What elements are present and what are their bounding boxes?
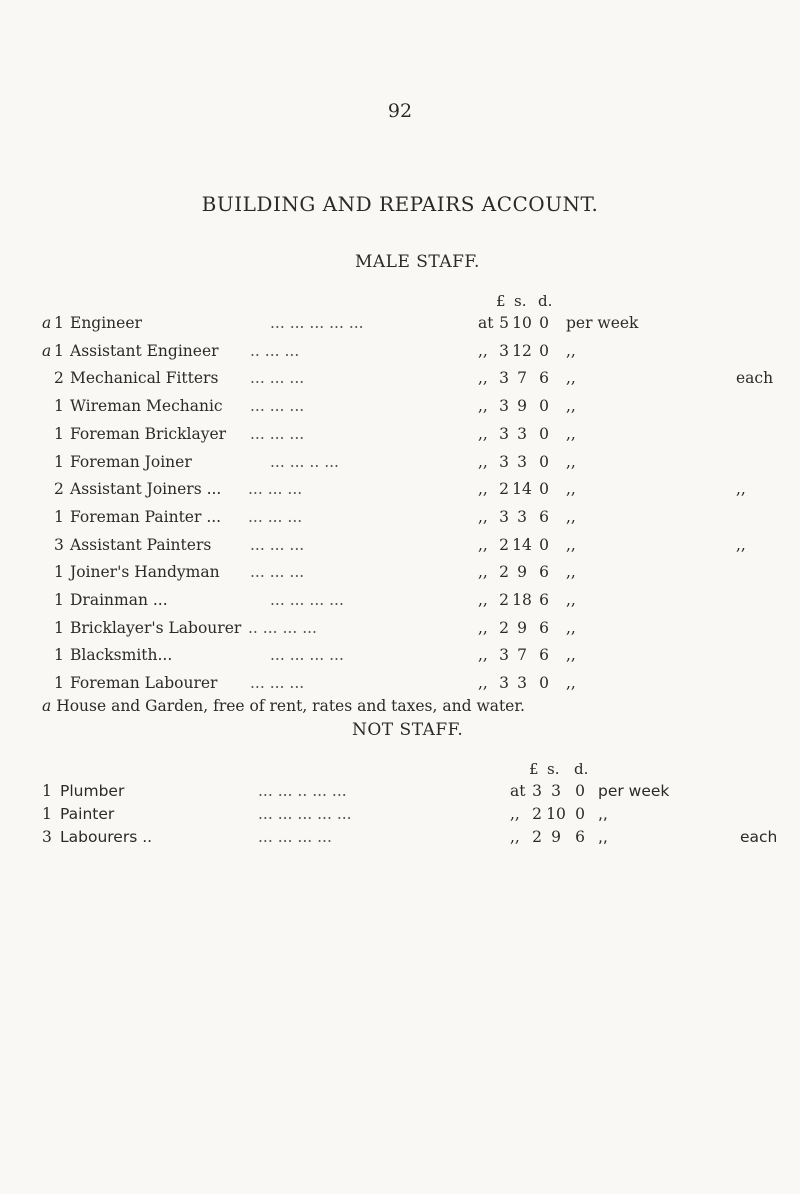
row-pence: 0 bbox=[539, 452, 549, 471]
row-dots: ... ... .. ... bbox=[270, 452, 339, 471]
row-count: 1 bbox=[54, 314, 64, 332]
row-name: Foreman Labourer bbox=[70, 674, 218, 693]
row-rate: ,, bbox=[478, 452, 488, 471]
row-count: 2 bbox=[54, 369, 64, 388]
row-pence: 0 bbox=[539, 535, 549, 554]
footnote bbox=[42, 697, 525, 715]
table-row bbox=[0, 508, 800, 530]
row-shillings: 3 bbox=[517, 452, 527, 471]
table-row bbox=[0, 646, 800, 668]
row-name: Assistant Joiners ... bbox=[70, 480, 222, 499]
row-pence: 0 bbox=[539, 341, 549, 360]
table-row bbox=[0, 591, 800, 613]
row-rate: ,, bbox=[478, 646, 488, 665]
ns-pence-column-header: d. bbox=[574, 760, 589, 778]
row-count: 1 bbox=[54, 563, 64, 582]
pounds-column-header: £ bbox=[496, 292, 506, 310]
row-count: 1 bbox=[54, 674, 64, 693]
row-shillings: 9 bbox=[551, 828, 561, 846]
table-row bbox=[0, 536, 800, 558]
row-shillings: 14 bbox=[512, 535, 532, 554]
row-shillings: 10 bbox=[546, 805, 566, 823]
row-rate: ,, bbox=[478, 369, 488, 388]
row-dots: ... ... ... ... bbox=[270, 646, 344, 665]
row-each: each bbox=[736, 369, 774, 388]
row-rate: ,, bbox=[478, 480, 488, 499]
row-shillings: 18 bbox=[512, 591, 532, 609]
table-row bbox=[0, 674, 800, 696]
row-shillings: 12 bbox=[512, 341, 532, 360]
row-count: 1 bbox=[54, 618, 64, 637]
row-dots: ... ... ... bbox=[250, 424, 305, 443]
row-shillings: 7 bbox=[517, 369, 527, 388]
row-count: 1 bbox=[54, 397, 64, 416]
shillings-column-header: s. bbox=[514, 292, 527, 310]
row-pounds: 3 bbox=[499, 507, 509, 526]
table-row bbox=[0, 453, 800, 475]
table-row bbox=[0, 369, 800, 391]
row-pounds: 2 bbox=[499, 535, 509, 554]
row-pence: 6 bbox=[539, 563, 549, 582]
row-dots: .. ... ... ... bbox=[248, 618, 317, 637]
row-rate: ,, bbox=[478, 397, 488, 416]
row-pence: 0 bbox=[539, 314, 549, 332]
row-name: Wireman Mechanic bbox=[70, 397, 223, 416]
table-row bbox=[0, 480, 800, 502]
male-staff-heading: MALE STAFF. bbox=[355, 252, 480, 272]
table-row bbox=[0, 397, 800, 419]
table-row bbox=[0, 782, 800, 804]
row-rate: ,, bbox=[478, 618, 488, 637]
row-dots: ... ... ... bbox=[250, 563, 305, 582]
row-count: 2 bbox=[54, 480, 64, 499]
row-pounds: 2 bbox=[532, 828, 542, 846]
row-each: ,, bbox=[736, 535, 746, 554]
table-row bbox=[0, 314, 800, 336]
row-pence: 0 bbox=[575, 805, 585, 823]
row-name: Drainman ... bbox=[70, 591, 168, 609]
row-dots: ... ... ... bbox=[250, 397, 305, 416]
row-period: per week bbox=[566, 314, 639, 332]
footnote-text: House and Garden, free of rent, rates and taxes, and water. bbox=[56, 697, 525, 715]
row-rate: ,, bbox=[478, 535, 488, 554]
row-pounds: 3 bbox=[499, 369, 509, 388]
row-pounds: 2 bbox=[499, 591, 509, 609]
row-rate: ,, bbox=[510, 805, 520, 823]
row-name: Engineer bbox=[70, 314, 142, 332]
row-pence: 0 bbox=[539, 480, 549, 499]
row-name: Assistant Engineer bbox=[70, 341, 219, 360]
row-name: Plumber bbox=[60, 782, 125, 800]
row-name: Foreman Bricklayer bbox=[70, 424, 227, 443]
row-period: ,, bbox=[598, 805, 608, 823]
row-count: 1 bbox=[42, 782, 52, 800]
row-count: 1 bbox=[54, 507, 64, 526]
row-dots: .. ... ... bbox=[250, 341, 300, 360]
row-rate: ,, bbox=[478, 424, 488, 443]
row-pounds: 2 bbox=[499, 618, 509, 637]
row-dots: ... ... ... bbox=[250, 674, 305, 693]
row-rate: ,, bbox=[478, 563, 488, 582]
row-count: 3 bbox=[54, 535, 64, 554]
row-period: ,, bbox=[566, 480, 576, 499]
row-period: ,, bbox=[566, 563, 576, 582]
row-pounds: 3 bbox=[499, 452, 509, 471]
row-each: ,, bbox=[736, 480, 746, 499]
row-shillings: 10 bbox=[512, 314, 532, 332]
row-rate: at bbox=[510, 782, 526, 800]
row-period: ,, bbox=[566, 424, 576, 443]
table-row bbox=[0, 828, 800, 850]
row-pence: 0 bbox=[539, 674, 549, 693]
row-rate: ,, bbox=[478, 507, 488, 526]
table-row bbox=[0, 563, 800, 585]
row-shillings: 3 bbox=[551, 782, 561, 800]
row-count: 1 bbox=[54, 646, 64, 665]
row-pence: 6 bbox=[575, 828, 585, 846]
row-pounds: 3 bbox=[532, 782, 542, 800]
row-dots: ... ... .. ... ... bbox=[258, 782, 347, 800]
row-rate: at bbox=[478, 314, 494, 332]
row-count: 3 bbox=[42, 828, 52, 846]
page-number: 92 bbox=[387, 100, 413, 122]
row-period: ,, bbox=[598, 828, 608, 846]
row-name: Foreman Joiner bbox=[70, 452, 192, 471]
row-name: Assistant Painters bbox=[70, 535, 212, 554]
row-period: per week bbox=[598, 782, 670, 800]
row-pounds: 2 bbox=[499, 480, 509, 499]
row-pounds: 3 bbox=[499, 674, 509, 693]
row-pence: 6 bbox=[539, 369, 549, 388]
row-period: ,, bbox=[566, 397, 576, 416]
row-count: 1 bbox=[54, 591, 64, 609]
row-pence: 0 bbox=[539, 397, 549, 416]
row-rate: ,, bbox=[478, 674, 488, 693]
row-pence: 6 bbox=[539, 618, 549, 637]
row-period: ,, bbox=[566, 618, 576, 637]
table-row bbox=[0, 805, 800, 827]
row-shillings: 7 bbox=[517, 646, 527, 665]
row-pounds: 3 bbox=[499, 646, 509, 665]
row-pence: 6 bbox=[539, 646, 549, 665]
row-dots: ... ... ... ... ... bbox=[270, 314, 364, 332]
row-pence: 0 bbox=[575, 782, 585, 800]
table-row bbox=[0, 342, 800, 364]
row-pence: 6 bbox=[539, 507, 549, 526]
row-shillings: 9 bbox=[517, 397, 527, 416]
row-name: Mechanical Fitters bbox=[70, 369, 219, 388]
row-count: 1 bbox=[54, 341, 64, 360]
row-period: ,, bbox=[566, 341, 576, 360]
pence-column-header: d. bbox=[538, 292, 553, 310]
row-shillings: 3 bbox=[517, 507, 527, 526]
row-dots: ... ... ... ... ... bbox=[258, 805, 352, 823]
row-shillings: 9 bbox=[517, 563, 527, 582]
table-row bbox=[0, 425, 800, 447]
row-period: ,, bbox=[566, 674, 576, 693]
row-pounds: 3 bbox=[499, 424, 509, 443]
row-count: 1 bbox=[54, 424, 64, 443]
ns-pounds-column-header: £ bbox=[529, 760, 539, 778]
row-dots: ... ... ... bbox=[248, 507, 303, 526]
footnote-mark: a bbox=[42, 697, 52, 715]
row-pence: 0 bbox=[539, 424, 549, 443]
row-pounds: 3 bbox=[499, 397, 509, 416]
row-name: Foreman Painter ... bbox=[70, 507, 222, 526]
row-rate: ,, bbox=[478, 591, 488, 609]
row-dots: ... ... ... bbox=[250, 369, 305, 388]
row-dots: ... ... ... ... bbox=[270, 591, 344, 609]
row-name: Labourers .. bbox=[60, 828, 153, 846]
row-dots: ... ... ... bbox=[250, 535, 305, 554]
row-shillings: 3 bbox=[517, 424, 527, 443]
row-mark: a bbox=[42, 314, 52, 332]
ns-shillings-column-header: s. bbox=[547, 760, 560, 778]
page-title: BUILDING AND REPAIRS ACCOUNT. bbox=[201, 192, 599, 216]
row-period: ,, bbox=[566, 535, 576, 554]
row-dots: ... ... ... ... bbox=[258, 828, 332, 846]
row-rate: ,, bbox=[510, 828, 520, 846]
not-staff-heading: NOT STAFF. bbox=[352, 720, 464, 740]
table-row bbox=[0, 619, 800, 641]
row-mark: a bbox=[42, 341, 52, 360]
row-rate: ,, bbox=[478, 341, 488, 360]
row-name: Bricklayer's Labourer bbox=[70, 618, 242, 637]
row-count: 1 bbox=[42, 805, 52, 823]
row-name: Blacksmith... bbox=[70, 646, 173, 665]
row-shillings: 14 bbox=[512, 480, 532, 499]
row-period: ,, bbox=[566, 369, 576, 388]
row-period: ,, bbox=[566, 452, 576, 471]
row-count: 1 bbox=[54, 452, 64, 471]
row-period: ,, bbox=[566, 591, 576, 609]
row-pounds: 2 bbox=[499, 563, 509, 582]
row-period: ,, bbox=[566, 646, 576, 665]
row-each: each bbox=[740, 828, 778, 846]
row-shillings: 3 bbox=[517, 674, 527, 693]
row-pounds: 2 bbox=[532, 805, 542, 823]
row-pence: 6 bbox=[539, 591, 549, 609]
row-shillings: 9 bbox=[517, 618, 527, 637]
row-pounds: 3 bbox=[499, 341, 509, 360]
row-name: Joiner's Handyman bbox=[70, 563, 220, 582]
row-period: ,, bbox=[566, 507, 576, 526]
row-pounds: 5 bbox=[499, 314, 509, 332]
row-name: Painter bbox=[60, 805, 115, 823]
row-dots: ... ... ... bbox=[248, 480, 303, 499]
